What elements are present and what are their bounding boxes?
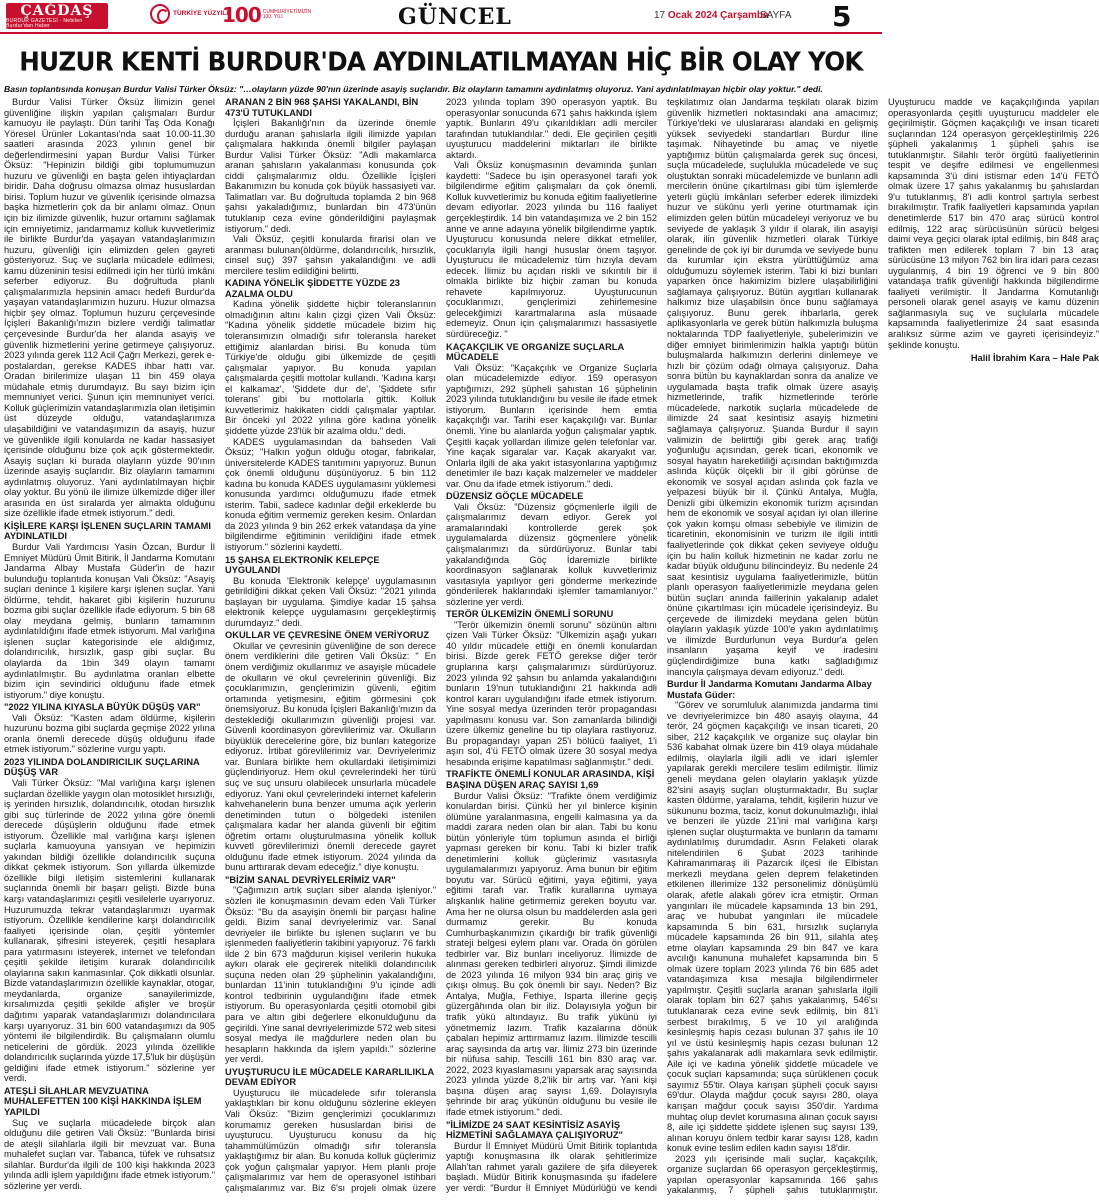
paragraph: Burdur Vali Yardımcısı Yasin Özcan, Burdur İl Emniyet Müdürü Ümit Bitirik, İl Jandarma Komutanı Jandarma Albay Mustafa Güder'in de hazır bulunduğu toplantıda konuşan Vali Öksüz: "Asayiş suçları denince 1 kişilere karşı işlenen suçlar. Yani öldürme, tehdit, hakaret gibi kişilerin huzurunu bozma gibi suçlar özellikle ifade ediyorum. 5 bin 68 olay meydana gelmiş, bunların tamamının aydınlatıldığını ifade etmek istiyorum. Mal varlığına işlenen suçlar kategorisinde ele aldığımız, dolandırıcılık, hırsızlık, gasp gibi suçlar. Bu olaylarda da 1bin 349 olayın tamamı aydınlatılmıştır. Bu aydınlatma oranları elbette bizim için sevindirici olduğunu ifade etmek istiyorum." diye konuştu.	[4, 541, 215, 700]
byline: Halil İbrahim Kara – Hale Pak	[970, 353, 1099, 364]
page-number: 5	[832, 0, 852, 33]
paragraph: Kadına yönelik şiddette hiçbir toleranslarının olmadığının altını kalın çizgi çizen Vali Öksüz: "Kadına yönelik şiddetle mücadele bizim hiç toleransımızın olmadığı sıfır toleransla hareket ettiğimiz alanlardan birisi. Bu konuda tüm Türkiye'de olduğu gibi ülkemizde de çeşitli çalışmalar yapıyor. Bu konuda yapılan çalışmalarda çeşitli mottolar kullandı. 'Kadına karşı el kalkamaz', 'Şiddete dur de', 'Şiddete sıfır tolerans' gibi bu mottolarla gittik. Kolluk kuvvetlerimiz hakikaten ciddi çalışmalar yaptılar. Bir önceki yıl 2022 yılına göre kadına yönelik şiddette yüzde 23'lük bir azalma oldu." dedi.	[225, 299, 436, 436]
paragraph: Vali Öksüz konuşmasının devamında şunları kaydetti: "Sadece bu işin operasyonel tarafı yok bilgilendirme eğitim çalışmaları da çok önemli. Kolluk kuvvetlerimiz bu konuda eğitim faaliyetlerine devam ediyorlar. 2023 yılında bu 116 faaliyet gerçekleştirdik. 14 bin vatandaşımıza ve 2 bin 152 anne ve anne adayına yönelik bilgilendirme yaptık. Uyuşturucu konusunda nelere dikkat etmeliler, çocuklarıyla ilgili hangi hususlar önem taşıyor. Uyuşturucu ile mücadelemiz tüm hızıyla devam edecek. İlimiz bu açıdan riskli ve sıkıntılı bir il olmakla birlikte biz hiçbir zaman bu konuda rehavete kapılmıyoruz. Uyuşturucunun çocuklarımızı, gençlerimizi zehirlemesine gelecekğimizi karartmalarına asla müsaade edemeyiz. Onun için çalışmalarımızı hassasiyetle sürdüreceğiz. "	[446, 160, 657, 340]
article-body	[4, 97, 1099, 1197]
paragraph: 2023 yılı içerisinde mali suçlar, kaçakçılık, organize suçlardan 66 operasyon gerçekleştirmiş, yapılan operasyonlar kapsamında 166 şahıs yakalanmış, 7 şüpheli şahıs tutuklanmıştır. Uyuşturucu madde ve kaçakçılığında yapılan operasyonlarda çeşitli uyuşturucu maddeler ele geçirilmiştir. Göçmen kaçakçılığı ve insan ticareti suçlarından 124 operasyon gerçekleştirilmiş 226 şüpheli yakalanmış 1 şüpheli şahıs ise tutuklanmıştır. Silahlı terör örgütü faaliyetlerinin tespit ve deşifre edilmesi ve engellenmesi kapsamında 3'ü dini istismar eden 14'ü FETÖ olmak üzere 17 şahıs yakalanmış bu şahıslardan 9'u tutuklanmış, 8'i adli kontrol şartıyla serbest bırakılmıştır. Trafik faaliyetleri kapsamında yapılan denetimlerde 517 bin 470 araç sürücü kontrol edilmiş, 122 araç sürücüsünün sürücü belgesi daimi veya geçici olarak iptal edilmiş, bin 848 araç trafikten men edilerek toplam 7 bin 13 araç sürücüsüne 13 milyon 762 bin lira idari para cezası uygulanmış, 4 bin 19 öğrenci ve 9 bin 800 vatandaşa trafik güvenliği hakkında bilgilendirme faaliyeti verilmiştir. İl Jandarma Komutanlığı personeli olarak genel asayiş ve kamu düzenin sağlanmasıyla suç ve suçlularla mücadele kapsamında faaliyetlerimize 24 saat esasında aralıksız sürme azim ve gayreti içerisindeyiz." şeklinde konuştu.	[667, 97, 1099, 1196]
paragraph: Vali Öksüz: "Kasten adam öldürme, kişilerin huzurunu bozma gibi suçlarda geçmişe 2022 yılına oranla önemli derecede düşüş olduğunu ifade etmek istiyorum." sözlerine vurgu yaptı.	[4, 712, 215, 755]
paragraph: "Çağımızın artık suçları siber alanda işleniyor." sözleri ile konuşmasının devam eden Vali Türker Öksüz: "Bu da asayişin önemli bir parçası haline geldi. Bizim sanal devriyelerimiz var. Sanal devriyeler ile birlikte bu işlenen suçların ve bu işlenmeden faaliyetlerin takibini yapıyoruz. 76 farklı ilde 2 bin 673 mağdurun kişisel verilerin hukuka aykırı olarak ele geçirerek nitelikli dolandırıcılık suçuna neden olan 29 şüphelinin yakalandığını, bunlardan 11'inin tutuklandığını 9'u içinde adli kontrol tedbirinin uygulandığını ifade etmek istiyorum. Bu operasyonlarda çeşitli otomobil gibi para ve altın gibi değerlere elkonulduğunu da geçirildi. Yine sanal devriyelerimizde 572 web sitesi sosyal medya ile mağdurlere neden olan bu hesapların hakkında da işlem yapıldı." sözlerine yer verdi.	[225, 885, 436, 1065]
paragraph: Uyuşturucu ile mücadelede sıfır toleransla yaklaştıkları bir konu olduğunu sözlerine ekleyen Vali Öksüz: "Bizim gençlerimizi çocuklarımızı korumamız gereken hususlardan birisi de uyuşturucu. Uyuşturucu konusu da hiç tahammülümüzün olmadığı sıfır toleransla yaklaştığımız bir alan. Bu konuda kolluk güçlerimiz çok yoğun çalışmalar yapıyor. Hem planlı proje çalışmalarımız var hem de operasyonel istihbari çalışmalarımız var. Biz 6'sı projeli olmak üzere 2023 yılında toplam 390 operasyon yaptık. Bu operasyonlar sonucunda 671 şahıs hakkında işlem yaptık. Bunların 49'u çıkarıldıkları adli merciler tarafından tutuklandılar." dedi. Ele geçirilen çeşitli uyuşturucu maddelerini miktarları ile birlikte aktardı.	[225, 97, 657, 1193]
subheading: "İLİMİZDE 24 SAAT KESİNTİSİZ ASAYİŞ HİZMETİNİ SAĞLAMAYA ÇALIŞIYORUZ"	[446, 1119, 623, 1141]
subheading: TERÖR ÜLKEMİZİN ÖNEMLİ SORUNU	[446, 609, 614, 620]
subheading: "BİZİM SANAL DEVRİYELERİMİZ VAR"	[225, 874, 396, 885]
issue-date-day: 17	[654, 10, 666, 21]
page-label: SAYFA	[760, 10, 792, 21]
paragraph: KADES uygulamasından da bahseden Vali Öksüz; "Halkın yoğun olduğu otogar, fabrikalar, üniversitelerde KADES tanıtımını yapıyoruz. Bunun çok önemli olduğunu düşünüyoruz. 5 bin 112 kadına bu konuda KADES uygulamasını yüklemesi konusunda yardımcı olduğumuzu ifade etmek isterim. Tabii, sadece kadınlar değil erkeklerde bu konuda eğitim vermemiz gereken kesim. Onlardan da 2023 yılında 9 bin 262 erkek vatandaşa da yine bilgilendirme eğitiminin verildiğini ifade etmek istiyorum." sözlerini kaydetti.	[225, 436, 436, 552]
subheading: KİŞİLERE KARŞI İŞLENEN SUÇLARIN TAMAMI AYDINLATILDI	[4, 520, 211, 542]
headline: HUZUR KENTİ BURDUR'DA AYDINLATILMAYAN HİÇ BİR OLAY YOK	[19, 46, 863, 77]
paragraph: Vali Öksüz, çeşitli konularda firarisi olan ve aranması bulunan(öldürme, dolandırıcılık, hırsızlık, cinsel suç) 397 şahsın yakalandığını ve adli mercilere teslim edildiğini belirtti.	[225, 234, 436, 276]
paragraph: İçişleri Bakanlığı'nın da üzerinde önemle durduğu aranan şahıslarla ilgili ilimizde yapılan çalışmalara hakkında önemli bilgiler paylaşan Burdur Valisi Türker Öksüz: "Adli makamlarca aranan şahısların yakalanması konusunda çok ciddi çalışmalarımız oldu. Özellikle İçişleri Bakanımızın bu konuda çok büyük hassasiyeti var. Talimatları var. Bu doğrultuda toplamda 2 bin 968 şahsı yakaladığımız, bunlardan bin 473'ünün tutuklanıp ceza evine gönderildiğini paylaşmak istiyorum." dedi.	[225, 118, 436, 234]
subheading: OKULLAR VE ÇEVRESİNE ÖNEM VERİYORUZ	[225, 630, 430, 641]
turkiye-yuzyili-logo	[150, 4, 228, 24]
subheading: DÜZENSİZ GÖÇLE MÜCADELE	[446, 491, 584, 502]
paragraph: Burdur Valisi Öksüz: "Trafikte önem verdiğimiz konulardan birisi. Çünkü her yıl binlerce kişinin ölümüne yaralanmasına, engelli kalmasına ya da maddi zarara neden olan bir alan. Tabi bu konu bütün yönleriyle tüm toplumun asında el birliği yapması gereken bir konu. Tabi ki bizler trafik denetimlerini kolluk güçlerimiz vasıtasıyla uygulamalarımızı yapıyoruz. Ama bunun bir eğitim boyutu var. Sürücü eğitimi, yaya eğitimi, yaya eğitimi tarafı var. Trafik kurallarına uymaya alışkanlık haline getirmemiz gereken boyutu var. Ama her ne olursa olsun bu maddelerden asla geri durmamız gerekir. Bu konuda Cumhurbaşkanımızın çıkardığı bir trafik güvenliği strateji belgesi eylem planı var. Orada ön görülen tedbirler var. Biz bunları inceliyoruz. İlimizde de alınması gereken tedbirleri alıyoruz. Şimdi ilimizde de 2023 yılında 16 milyon 934 bin araç giriş ve çıkışı olmuş. Bu çok önemli bir sayı. Neden? Biz Antalya, Muğla, Fethiye, Isparta illerine geçiş güzergâhında olan bir iliz. Dolayısıyla yoğun bir trafik yükü altındayız. Bu trafik yükünü iyi yönetmemiz lazım. Trafik kazalarına dönük çabaları hepimiz arttırmamız lazım. İlimizde tescilli araç sayısında da artış var. İlimiz 273 bin üzerinde bir nüfusa sahip. Tescilli 161 bin 830 araç var. 2022, 2023 kıyaslamasını yaparsak araç sayısında 2023 yılında yüzde 8,2'lik bir artış var. Yani kişi başına düşen araç sayısı 1,69. Dolayısıyla şehrinde bir araç yükünün olduğunu bu vesile ile ifade etmek istiyorum." dedi.	[446, 790, 657, 1117]
paragraph: Suç ve suçlarla mücadelede birçok alan olduğunu dile getiren Vali Öksüz: "Bunlarda birisi de ateşli silahlarla ilgili bir mevzuat var. Buna muhalefet suçları var. Tabanca, tüfek ve ruhsatsız silahlar. Burdur'da ilgili de 100 kişi hakkında 2023 yılında adli işlem yapıldığını ifade etmek istiyorum." sözlerine yer verdi.	[4, 1117, 215, 1191]
subheading: UYUŞTURUCU İLE MÜCADELE KARARLILIKLA DEVAM EDİYOR	[225, 1066, 434, 1088]
subheading: TRAFİKTE ÖNEMLİ KONULAR ARASINDA, KİŞİ BAŞINA DÜŞEN ARAÇ SAYISI 1,69	[446, 769, 655, 790]
subheading: "2022 YILINA KIYASLA BÜYÜK DÜŞÜŞ VAR"	[4, 702, 201, 713]
paragraph: Burdur Valisi Türker Öksüz İlimizin genel güvenliğine ilişkin yapılan çalışmaları Burdur kamuoyu ile paylaştı. Dün tarihi Taş Oda Konağı Yöresel Ürünler Lokantası'nda saat 10.00-11.30 saatleri arasında 2023 yılının genel bir değerlendirmesini yapan Burdur Valisi Türker Öksüz: "Hepinizin bildiği gibi toplumumuzun huzuru ve güvenliği en başta gelen ihtiyaçlardan biridir. Daha doğrusu olmazsa olmaz hususlardan birisi. Toplum huzur ve güvenlik içerisinde olmazsa başka hizmetlerin çok da bir anlamı olmaz. Onun için biz ilimizde güvenlik, huzur ortamını sağlamak için emniyetimiz, jandarmamız kolluk kuvvetlerimiz ile birlikte Burdur'da yaşayan vatandaşlarımızın huzuru, güvenliği için elimizden gelen gayreti gösteriyoruz. Suç ve suçlarla mücadele edilmesi, kamu düzeninin tesisi edilmedi için her türlü imkânı seferber ediyoruz. Bu doğrultuda planlı çalışmalarımızla hepsinin amacı hedefi Burdur'da yaşayan vatandaşlarımızın huzuru. Huzur olmazsa hiçbir şey olmaz. Toplumun huzuru çerçevesinde İçişleri Bakanlığı'mızın bizlere verdiği talimatlar çerçevesinde Burdur'da her alanda asayiş ve güvenlik hizmetlerini yerine getirmeye çalışıyoruz. 2023 yılında gerek 112 Acil Çağrı Merkezi, gerek e-postalardan, gerekse KADES ihbar hattı var. Oradan birilerimize ulaşan 11 bin 459 olaya müdahale etmiş durumdayız. Bu sayı bizim için memnuniyet verici. Şunun için memnuniyet verici. Kolluk güçlerimizin vatandaşlarımızla olan iletişimin üst düzeyde olduğu, vatandaşlarımıza ulaşabildiğini ve vatandaşımızın da asayiş, huzur ve güvenlikle ilgili konularda ne kadar hassasiyet içerisinde olduğunu bize çok açık göstermektedir. Asayiş suçları ki burada olayların yüzde 90'ının üzerinde asayiş suçlarıdır. Biz olayların tamamını aydınlatmış oluyoruz. Yani aydınlatılmayan hiçbir olay yoktur. Bu yönü ile ilimize ülkemizde diğer iller arasında en üst sıralarda yer almakta olduğunu size özellikle ifade etmek istiyorum." dedi.	[4, 97, 215, 519]
section-title: GÜNCEL	[398, 4, 512, 30]
centennial-text: CUMHURİYETİMİZİN 100. YILI	[262, 8, 312, 20]
issue-date	[654, 10, 769, 21]
subheading: KADINA YÖNELİK ŞİDDETTE YÜZDE 23 AZALMA OLDU	[225, 278, 400, 299]
centennial-logo	[222, 3, 312, 27]
paragraph: Vali Türker Öksüz: "Mal varlığına karşı işlenen suçlardan özellikle yaygın olan motosiklet hırsızlığı, iş yerinden hırsızlık, dolandırıcılık, otodan hırsızlık gibi suç türlerinde de 2022 yılına göre önemli derecede düşüşlerin olduğunu ifade etmek istiyorum. Özellikle mal varlığına karşı işlenen suçlarla kamuoyuna yansıyan ve hepimizin yakından bildiği özellikle dolandırıcılık suçuna dikkat çekmek istiyorum. Son yıllarda ülkemizde özellikle bilgi iletişim sistemlerini kullanarak suçlarında önemli bir başarı gelişti. Bizde buna karşı vatandaşlarımızı çeşitli vesilelerle uyarıyoruz. Huzurumuzda tekrar vatandaşlarımızı uyarmak istiyorum. Özellikle kendilerine karşı dolandırıcılık faaliyeti içerisinde olan, çeşitli yöntemler kullanarak, şifresini isteyerek, çeşitli hesaplara para yatırmasını isteyerek, internet ve telefondan çeşitli şekilde iletişim kurarak dolandırıcılık olaylarına sakın kanmasınlar. Çok dikkatli olsunlar. Bizde vatandaşlarımızın özellikle kaynaklar, otogar, meydanlarda, organize sanayilerimizde, kırsalımızda çeşitli şekilde afişler ve broşür dağıtımı yaparak vatandaşlarımızı dolandırıcılara karşı uyarıyoruz. 31 bin 600 vatandaşımızı da 905 yöntemi ile bilgilendirdik. Bu çalışmaların olumlu neticelerini de gördük. 2023 yılında özellikle dolandırıcılık suçlarında yüzde 17,5'luk bir düşüşün geldiğini ifade etmek istiyorum." sözlerine yer verdi.	[4, 778, 215, 1084]
paragraph: Vali Öksüz: "Düzensiz göçmenlerle ilgili de çalışmalarımız devam ediyor. Gerek yol aramalarındaki kontrollerde gerek şok uygulamalarda düzensiz göçmenlere yönelik çalışmalarımızı da sürdürüyoruz. Bunlar tabi yakalandığında Göç İdaremizle birlikte koordinasyon sağlanarak kolluk kuvvetlerimiz vasıtasıyla yapılıyor geri gönderme merkezinde gönderilerek haklarındaki işlemler tamamlanıyor." sözlerine yer verdi.	[446, 501, 657, 607]
subheading: 15 ŞAHSA ELEKTRONİK KELEPÇE UYGULANDI	[225, 554, 380, 576]
subheading: ARANAN 2 BİN 968 ŞAHSI YAKALANDI, BİN 473'Ü TUTUKLANDI	[225, 97, 419, 118]
newspaper-logo[interactable]	[6, 3, 108, 29]
subheading: KAÇAKÇILIK VE ORGANİZE SUÇLARLA MÜCADELE	[446, 341, 624, 363]
turkiye-emblem-icon	[150, 4, 170, 24]
issue-date-rest: Ocak 2024 Çarşamba	[667, 10, 769, 21]
logo-subtitle: BURDUR GAZETESİ · Nebilen Burdur'dan Haber	[6, 17, 83, 29]
masthead	[0, 0, 882, 34]
paragraph: Okullar ve çevresinin güvenliğine de son derece önem verdiklerini dile getiren Vali Öksüz: " En önem verdiğimiz okullarımız ve asayişle mücadele de okulların ve okul çevrelerinin güvenliği. Biz çocuklarımızın, gençlerimizin güvenli, eğitim ortamında yetişmesini, eğitim görmesini çok önemsiyoruz. Bu konuda İçişleri Bakanlığı'mızın da desteklediği okullarımızın güvenliği projesi var. Güvenli koordinasyon görevlilerimiz var. Okulların büyüklük derecelerine göre, biz bunları kategorize ediyoruz. İrtibat görevlilerimiz var. Devriyelerimiz var. Bunlara birlikte hem okullardaki iletişimimizi güçlendiriyoruz. Hem okul çevrelerindeki her türü suç ve suç unsuru olabilecek unsurlarla mücadele ediyoruz. Yani okul çevrelerindeki internet kafelerin kahvehanelerin buna benzer umuma açık yerlerin denetiminden tutun o bölgedeki istenilen çalışmalara kadar her alanda güvenli bir eğitim öğretim ortamı oluşturulmasına yönelik kolluk kuvvetl görevlilerimizi önemli derecede gayret olduğunu ifade etmek istiyorum. 2024 yılında da bunu arttırarak devam edeceğiz." diye konuştu.	[225, 640, 436, 873]
subheading: Burdur İl Jandarma Komutanı Jandarma Albay Mustafa Güder:	[667, 679, 872, 700]
subheading: 2023 YILINDA DOLANDIRICILIK SUÇLARINA DÜŞÜŞ VAR	[4, 756, 200, 778]
paragraph: "Terör ülkemizin önemli sorunu" sözünün altını çizen Vali Türker Öksüz: "Ülkemizin aşağı yukarı 40 yıldır mücadele ettiği en önemli konulardan birisi. Bizde gerek FETÖ gerekse diğer terör gruplarına karşı çalışmalarımızı sürdürüyoruz. 2023 yılında 92 şahsın bu anlamda yakalandığını bunların 19'nun tutuklandığını 21 hakkında adli kontrol kararı uygulandığını ifade etmek istiyorum. Yine sosyal medya üzerinden terör propagandası yapılmasını konusu var. Son zamanlarda bilindiği üzere ülkemiz geneline bu tip olaylara rastlıyoruz. Bu propagandayı yapan 25'i bölücü faaliyet, 1'i aşırı sol, 4'ü FETÖ olmak üzere 30 sosyal medya hesabında erişime kapatılması sağlanmıştır." dedi.	[446, 619, 657, 767]
paragraph: Bu konuda 'Elektronik kelepçe' uygulamasının getirildiğini dikkat çeken Vali Öksüz: "2021 yılında başlayan bir uygulama. Şimdiye kadar 15 şahsa elektronik kelepçe uygulamasını gerçekleştirmiş durumdayız." dedi.	[225, 575, 436, 628]
deck: Basın toplantısında konuşan Burdur Valisi Türker Öksüz: "…olayların yüzde 90'nın üzerinde asayiş suçlarıdır. Biz olayların tamamını aydınlatmış oluyoruz. Yani aydınlatılmayan hiçbir olay yoktur." dedi.	[4, 84, 823, 94]
turkiye-logo-text: TÜRKİYE YÜZYILI	[173, 10, 229, 18]
paragraph: "Görev ve sorumluluk alanımızda jandarma timi ve devriyelerimizce bin 480 asayiş olayına, 44 terör, 24 göçmen kaçakçılığı ve insan ticareti, 20 siber, 212 kaçakçılık ve organize suç olaylar bin 536 kabahat olmak üzere bin 419 olaya müdahale edilmiş, olaylarla ilgili adli ve idari işlemler yapılarak gerekli mercilere teslim edilmiştir. İlimiz geneli meydana gelen olaylarin yaklaşık yüzde 82'sini asayiş suçları oluşturmaktadır. Bu suçlar kasten öldürme, yaralama, tehdit, kişilerin huzur ve sükununu bozma, taciz, konut dokunulmazlığı, ihlal ve benzeri ile yüzde 21'ini mal varlığına karşı işlenen suçlar oluşturmakta ve bunların da tamamı aydınlatılmış durumdadır. Asrın Felaketi olarak nitelendirilen 6 Şubat 2023 tarihinde Kahramanmaraş ili Pazarcık ilçesi ile Elbistan merkezli meydana gelen deprem felaketinden etkilenen illerimize 132 personelimiz dönüşümlü olarak, afetle alakalı görev icra etmiştir. Orman yangınları ile mücadele kapsamında 13 bin 291, araç ve hububat yangınları ile mücadele kapsamında 5 bin 631, hırsızlık suçlarıyla mücadele kapsamında 26 bin 911, silahla ateş etme olayları kapsamında 29 bin 847 ve kara avcılığı kanununa muhalefet kapsamında bin 5 olmak üzere toplam 2023 yılında 76 bin 685 adet vatandaşımıza kısa mesajla bilgilendirmeler yapılmıştır. Çeşitli suçlarla aranan şahıslarla ilgili olarak toplam bin 627 şahıs yakalanmış, 546'sı tutuklanarak ceza evine sevk edilmiş, bin 81'i serbest bırakılmış, 5 ve 10 yıl aralığında kesinleşmiş hapis cezası bulunan 37 şahıs ile 10 yıl ve üstü kesinleşmiş hapis cezası bulunan 12 şahıs yakalanarak adli makamlara sevk edilmiştir. Aile içi ve kadına yönelik şiddetle mücadele ve çocuk suçları kapsamında; suça sürüklenen çocuk sayımız 55'tir. Olaya karışan şüpheli çocuk sayısı 69'dur. Olayda mağdur çocuk sayısı 280, olaya karışan mağdur çocuk sayısı 350'dir. Yardıma muhtaç olup devlet korumasına alınan çocuk sayısı 8, aile içi şiddette şiddete işlenen suç sayısı 139, alınan koruyu önlem tedbir karar sayısı 128, kadın konuk evine teslim edilen kadın sayısı 18'dir.	[667, 700, 878, 1154]
subheading: ATEŞLİ SİLAHLAR MEVZUATINA MUHALEFETTEN 100 KİŞİ HAKKINDA İŞLEM YAPILDI	[4, 1085, 202, 1117]
paragraph: Vali Öksüz: "Kaçakçılık ve Organize Suçlarla olan mücadelemizde ediyor. 159 operasyon yaptığımızı, 292 şüpheli şahıstan 16 şüphelinin 2023 yılında tutuklandığını bu vesile ile ifade etmek istiyorum. Bunların içerisinde hem emtia kaçakçılığı var. Tarihi eser kaçakçılığı var. Bunlar önemli. Yine bu alanlarda yoğun çalışmalar yaptık. Çeşitli kaçak yollardan ilimize gelen telefonlar var. Yine kaçak sigaralar var. Kaçak akaryakıt var. Onlarla ilgili de aka yakıt istasyonlarına yaptığımız denetimler ile bazı kaçak malzemeler ve maddeler var. Onu da ifade etmek istiyorum." dedi.	[446, 362, 657, 489]
centennial-number: 100	[222, 3, 261, 27]
paragraph: Burdur İl Emniyet Müdürü Ümit Bitirik toplantıda yaptığı konuşmasına ilk olarak şehitlerimize Allah'tan rahmet yaralı gazilere de şifa dileyerek başladı. Müdür Bitirik konuşmasında şu ifadelere yer verdi: "Burdur İl Emniyet Müdürlüğü ve kendi teşkilatımız olan Jandarma teşkilatı olarak bizim güvenlik hizmetleri noktasındaki ana amacımız; Türkiye'deki ve uluslararası alandaki en gelişmiş yüksek seviyedeki standartları Burdur iline taşımak. Nihayetinde bu amaç ve niyetle yaptığımız bütün çalışmalarda gerek suç öncesi, suçla mücadelede, suçlulukla mücadelede ve suç oluştuktan sonraki mücadelemizde ve bunların adli mercilerin önüne çıkartılması gibi tüm işlemlerde yeterli güçlü imkânları seferber ederek ilimizdeki huzur ve sükûnu yerli yerine oturtmamak için elimizden gelen bütün mücadeleyi veriyoruz ve bu seviyede de yaklaşık 3 yıldır il olarak, ilin asayişi olarak, ilin güvenlik hizmetleri olarak Türkiye genelinde de çok iyi bir durumda ve seviyede bunu da kurumlar için ekstra yürüttüğümüz ama olduğumuzu söylemek isterim. Tabi ki bizi bunları yaparken önce hakimizim bizlere ulaşabilirliğini sağlamaya çalışıyoruz. Bütün aygıtları kullanarak halkımız bize ulaşabilsin önce bunu sağlamaya çalışıyoruz. Bunu gerek ihbarlarla, gerek aplikasyonlarla ve gerek bütün halkımızla buluşma noktalarında TDP faaliyetleriyle, şubelerimizin ve diğer emniyet birimlerimizin halkla yaptığı bütün buluşmalarda halkımızın derlerini dinlemeye ve hızlı bir çözüm odağı olmaya çalışıyoruz. Daha sonra bütün bu kaynaklardan sonra da analize ve uygulamada başta trafik olmak üzere asayiş hizmetlerinde, trafik hizmetlerinde terörle mücadelede, narkotik suçlarla mücadelede de ilimizde 24 saat kesintisiz asayiş hizmetini sağlamaya çalışıyoruz. Şuanda Burdur il sayın valimizin de belirttiği gibi gerek araç trafiği yoğunluğu açısından, gerek ticari, ekonomik ve sosyal hayatın hareketliliği açısından baktığımızda aslında küçük ölçekli bir il gibi görünse de ekonomik ve sosyal açıdan aslında çok fazla ve yelpazesi büyük bir il. Çünkü Antalya, Muğla, Denizli gibi ülkemizin ekonomik turizm açısından hem de ekonomik ve sosyal açıdan iyi olan illerine çok yakın komşu olması sebebiyle ve ilimizin de ticaretinin, ekonomisinin ve turizm ile ilgili intitli faaliyetlerinde çok dikkat çeken seviyeye olduğu için bu halin kolluk hizmetinin ne kadar zorlu ne kadar büyük olduğunu bilincindeyiz. Bu nedenle 24 saat kesintisiz uygulama faaliyetlerimizle, bütün planlı operasyon faaliyetlerimizle meydana gelen bütün suçları anında faillerinin yakalanıp adalet önüne çıkartılması için mücadele içerisindeyiz. Bu çerçevede de ilimizdeki meydana gelen bütün olayların yaklaşık yüzde 100'e yakın aydınlatılmış ve ilimizde Burdurlunun veya Burdur'a gelen insanların yaşama keyif ve iradesini güçlendirdiğimize buna katkı sağladığımız inancıyla çalışmaya devam ediyoruz." dedi.	[446, 97, 878, 1193]
logo-title: ÇAĞDAŞ	[20, 2, 94, 19]
